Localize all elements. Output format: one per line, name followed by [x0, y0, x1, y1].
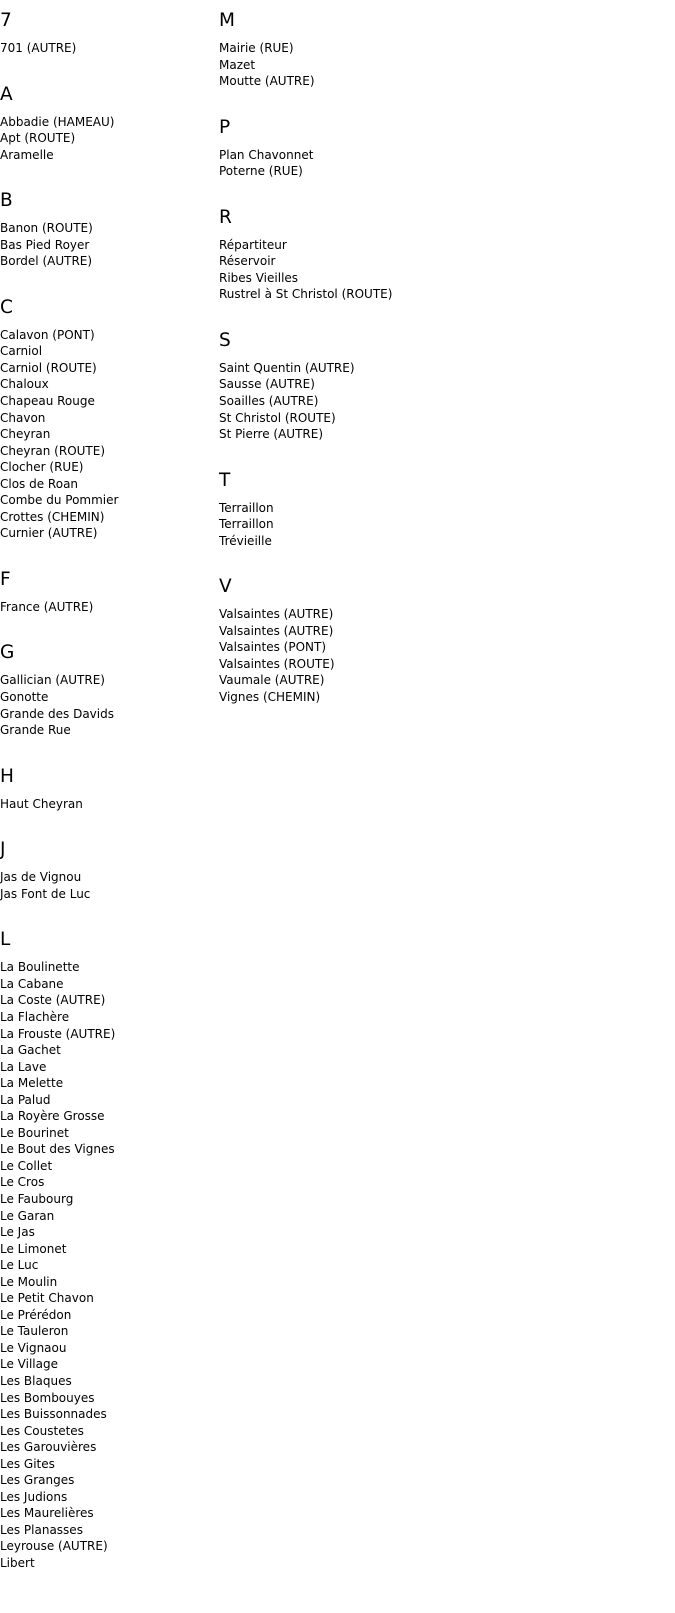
street-name-item: Gallician (AUTRE): [0, 673, 105, 688]
street-name-item: Abbadie (HAMEAU): [0, 114, 115, 129]
section-spacer: [219, 549, 659, 566]
index-section-a: [0, 84, 220, 164]
street-name-item: Grande Rue: [0, 723, 71, 738]
street-name-item: Terraillon: [219, 500, 274, 515]
street-list: [0, 959, 220, 1571]
street-name-item: Rustrel à St Christol (ROUTE): [219, 287, 393, 302]
street-name-item: Les Coustetes: [0, 1423, 84, 1438]
street-list: [0, 40, 220, 57]
street-name-item: Les Planasses: [0, 1522, 83, 1537]
street-name-item: St Christol (ROUTE): [219, 410, 336, 425]
section-letter-heading: M: [219, 10, 235, 31]
street-list: [0, 220, 220, 270]
street-list: [0, 327, 220, 542]
street-list: [219, 237, 659, 303]
section-spacer: [0, 57, 220, 74]
street-name-item: Les Judions: [0, 1489, 68, 1504]
street-name-item: Valsaintes (AUTRE): [219, 607, 334, 622]
street-name-item: Mairie (RUE): [219, 41, 294, 55]
section-spacer: [219, 180, 659, 197]
left-column: [0, 0, 220, 1572]
street-list: [219, 360, 659, 443]
street-name-item: Jas de Vignou: [0, 870, 82, 885]
section-letter-heading: V: [219, 576, 232, 598]
section-spacer: [0, 902, 220, 919]
street-list: [219, 606, 659, 705]
street-name-item: Le Moulin: [0, 1274, 58, 1289]
index-section-g: [0, 642, 220, 738]
street-name-item: Curnier (AUTRE): [0, 526, 98, 541]
street-name-item: Les Gites: [0, 1456, 55, 1471]
section-spacer: [0, 739, 220, 756]
street-list: [219, 500, 659, 550]
index-section-s: [219, 330, 659, 443]
street-name-item: La Melette: [0, 1076, 64, 1091]
street-name-item: Le Vignaou: [0, 1340, 67, 1355]
section-letter-heading: L: [0, 929, 11, 951]
street-name-item: Le Faubourg: [0, 1191, 74, 1206]
index-section-v: [219, 576, 659, 705]
section-letter-heading: J: [0, 839, 6, 861]
street-list: [0, 869, 220, 902]
street-name-item: Le Limonet: [0, 1241, 67, 1256]
street-name-item: Moutte (AUTRE): [219, 74, 315, 89]
street-name-item: Grande des Davids: [0, 706, 114, 721]
index-section-c: [0, 297, 220, 542]
street-list: [0, 114, 220, 164]
street-name-item: Le Luc: [0, 1258, 39, 1273]
street-name-item: Les Buissonnades: [0, 1407, 107, 1422]
street-name-item: Gonotte: [0, 690, 49, 705]
street-name-item: Le Tauleron: [0, 1324, 69, 1339]
street-name-item: Valsaintes (ROUTE): [219, 656, 335, 671]
street-name-item: Chaloux: [0, 377, 49, 392]
street-name-item: Vignes (CHEMIN): [219, 690, 321, 705]
street-name-item: Bordel (AUTRE): [0, 254, 93, 269]
street-name-item: Le Garan: [0, 1208, 55, 1223]
street-name-item: 701 (AUTRE): [0, 41, 77, 55]
street-name-item: France (AUTRE): [0, 599, 94, 614]
street-name-item: Le Cros: [0, 1175, 45, 1190]
street-name-item: Saint Quentin (AUTRE): [219, 360, 355, 375]
street-list: [0, 796, 220, 813]
street-name-item: Valsaintes (PONT): [219, 640, 327, 655]
section-spacer: [0, 542, 220, 559]
street-name-item: La Coste (AUTRE): [0, 993, 106, 1008]
street-name-item: Mazet: [219, 57, 256, 72]
section-letter-heading: G: [0, 642, 15, 664]
section-spacer: [219, 90, 659, 107]
street-name-item: Valsaintes (AUTRE): [219, 623, 334, 638]
street-name-item: La Cabane: [0, 976, 64, 991]
index-section-j: [0, 839, 220, 902]
street-name-item: Trévieille: [219, 533, 272, 548]
street-name-item: Apt (ROUTE): [0, 131, 76, 146]
street-list: [219, 40, 659, 90]
street-name-item: Aramelle: [0, 147, 54, 162]
section-letter-heading: P: [219, 116, 231, 138]
section-spacer: [0, 615, 220, 632]
street-name-item: St Pierre (AUTRE): [219, 427, 324, 442]
section-spacer: [0, 163, 220, 180]
street-name-item: Chavon: [0, 410, 46, 425]
street-name-item: La Gachet: [0, 1043, 61, 1058]
street-name-item: Réservoir: [219, 254, 276, 269]
street-name-item: Le Petit Chavon: [0, 1291, 94, 1306]
street-name-item: La Palud: [0, 1092, 51, 1107]
section-letter-heading: T: [219, 469, 231, 491]
street-name-item: Le Village: [0, 1357, 58, 1372]
section-spacer: [219, 443, 659, 460]
section-letter-heading: A: [0, 83, 13, 105]
street-name-item: La Boulinette: [0, 960, 80, 975]
street-name-item: Jas Font de Luc: [0, 886, 91, 901]
section-letter-heading: 7: [0, 10, 12, 31]
street-name-item: Les Maurelières: [0, 1506, 94, 1521]
street-name-item: Banon (ROUTE): [0, 221, 93, 236]
street-name-item: Soailles (AUTRE): [219, 394, 319, 409]
street-name-item: Libert: [0, 1556, 35, 1570]
section-spacer: [0, 270, 220, 287]
street-name-item: Carniol (ROUTE): [0, 360, 97, 375]
street-name-item: Cheyran (ROUTE): [0, 443, 106, 458]
index-section-h: [0, 766, 220, 813]
right-column: [219, 0, 659, 706]
street-name-item: Les Granges: [0, 1473, 75, 1488]
street-name-item: Sausse (AUTRE): [219, 377, 315, 392]
index-section-7: [0, 10, 220, 57]
street-name-item: La Royère Grosse: [0, 1109, 105, 1124]
street-name-item: Plan Chavonnet: [219, 147, 314, 162]
street-name-item: Le Bout des Vignes: [0, 1142, 115, 1157]
street-name-item: Clos de Roan: [0, 476, 79, 491]
street-name-item: Répartiteur: [219, 237, 287, 252]
street-name-item: Crottes (CHEMIN): [0, 509, 105, 524]
index-section-l: [0, 929, 220, 1571]
index-section-f: [0, 569, 220, 616]
street-name-item: Ribes Vieilles: [219, 270, 299, 285]
index-section-p: [219, 117, 659, 180]
street-list: [219, 147, 659, 180]
street-name-item: Le Jas: [0, 1225, 35, 1240]
index-section-b: [0, 190, 220, 270]
street-name-item: Calavon (PONT): [0, 327, 95, 342]
street-name-item: Le Prérédon: [0, 1307, 72, 1322]
section-spacer: [0, 812, 220, 829]
section-letter-heading: B: [0, 190, 13, 212]
street-name-item: Bas Pied Royer: [0, 237, 90, 252]
street-name-item: La Frouste (AUTRE): [0, 1026, 116, 1041]
street-name-item: La Flachère: [0, 1009, 70, 1024]
section-letter-heading: C: [0, 296, 13, 318]
street-name-item: Cheyran: [0, 427, 51, 442]
street-name-item: La Lave: [0, 1059, 47, 1074]
street-name-item: Terraillon: [219, 517, 274, 532]
street-name-item: Carniol: [0, 344, 43, 359]
index-section-m: [219, 10, 659, 90]
section-letter-heading: S: [219, 329, 231, 351]
street-name-item: Combe du Pommier: [0, 493, 119, 508]
street-name-item: Poterne (RUE): [219, 164, 303, 179]
street-name-item: Le Bourinet: [0, 1125, 69, 1140]
section-letter-heading: F: [0, 568, 11, 590]
street-name-item: Clocher (RUE): [0, 460, 84, 475]
section-letter-heading: H: [0, 765, 14, 787]
street-name-item: Le Collet: [0, 1158, 53, 1173]
street-name-item: Les Garouvières: [0, 1440, 97, 1455]
street-list: [0, 672, 220, 738]
street-name-item: Les Blaques: [0, 1373, 72, 1388]
street-name-item: Vaumale (AUTRE): [219, 673, 325, 688]
section-spacer: [219, 303, 659, 320]
index-section-t: [219, 470, 659, 550]
street-name-item: Les Bombouyes: [0, 1390, 95, 1405]
street-list: [0, 599, 220, 616]
section-letter-heading: R: [219, 206, 232, 228]
street-name-item: Chapeau Rouge: [0, 394, 95, 409]
index-section-r: [219, 207, 659, 303]
street-name-item: Leyrouse (AUTRE): [0, 1539, 108, 1554]
street-name-item: Haut Cheyran: [0, 796, 83, 811]
